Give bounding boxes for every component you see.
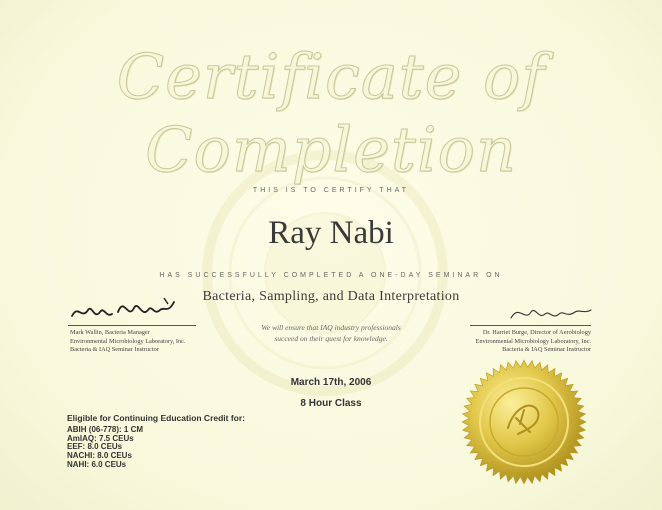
recipient-name: Ray Nabi bbox=[268, 215, 394, 251]
signature-line-left bbox=[68, 325, 196, 326]
credit-heading: Eligible for Continuing Education Credit for: bbox=[67, 413, 246, 423]
completion-date: March 17th, 2006 bbox=[290, 377, 372, 388]
certify-line: THIS IS TO CERTIFY THAT bbox=[252, 187, 410, 194]
seminar-title: Bacteria, Sampling, and Data Interpretation bbox=[202, 289, 460, 304]
signer-right bbox=[455, 329, 591, 355]
gold-seal-icon bbox=[460, 358, 588, 486]
list-item: ABIH (06-778): 1 CM bbox=[67, 425, 144, 434]
signer-right-name: Dr. Harriet Burge, Director of Aerobiology bbox=[482, 329, 591, 336]
signature-icon bbox=[505, 300, 595, 326]
signer-left bbox=[70, 329, 186, 355]
completed-line: HAS SUCCESSFULLY COMPLETED A ONE-DAY SEMINAR ON bbox=[159, 272, 503, 279]
class-duration: 8 Hour Class bbox=[300, 398, 362, 409]
list-item: AmIAQ: 7.5 CEUs bbox=[67, 433, 134, 443]
signer-right-role: Bacteria & IAQ Seminar Instructor bbox=[502, 346, 591, 353]
signer-left-org: Environmental Microbiology Laboratory, Inc. bbox=[70, 337, 186, 345]
certificate-title: Certificate of Completion bbox=[116, 40, 546, 186]
quote-line-1: We will ensure that IAQ industry professionals bbox=[261, 323, 401, 332]
list-item: NACHI: 8.0 CEUs bbox=[67, 451, 132, 461]
signer-right-org: Environmental Microbiology Laboratory, Inc. bbox=[475, 337, 591, 345]
quote-line-2: succeed on their quest for knowledge. bbox=[274, 334, 388, 343]
credit-list bbox=[67, 426, 143, 470]
signature-line-right bbox=[470, 325, 591, 326]
signature-icon bbox=[68, 290, 188, 326]
signer-left-name: Mark Wallin, Bacteria Manager bbox=[70, 329, 150, 336]
signer-left-role: Bacteria & IAQ Seminar Instructor bbox=[70, 346, 159, 353]
list-item: NAHI: 6.0 CEUs bbox=[67, 459, 127, 469]
quote bbox=[220, 322, 442, 344]
list-item: EEF: 8.0 CEUs bbox=[67, 442, 123, 452]
